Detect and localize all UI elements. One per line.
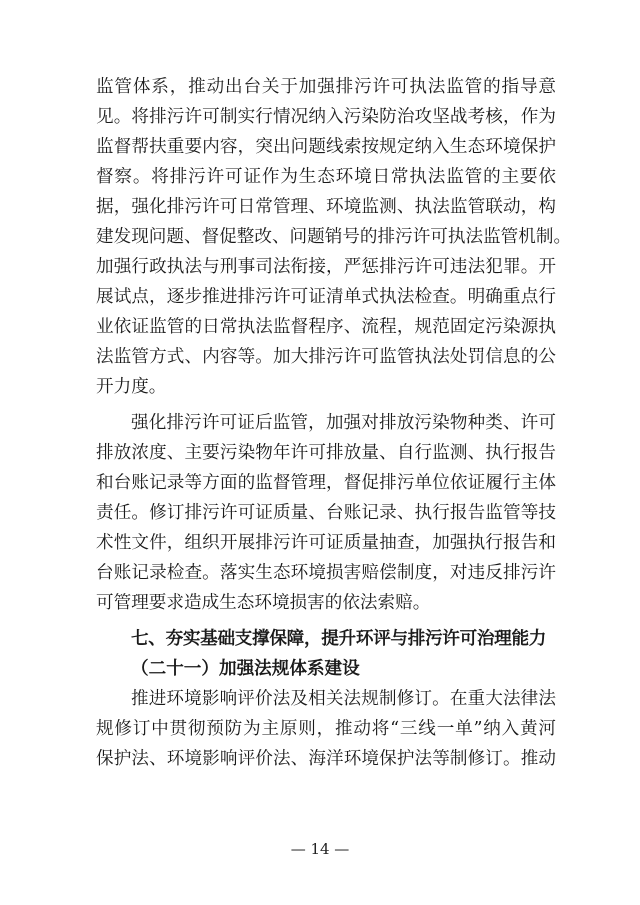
text-line: 见。将排污许可制实行情况纳入污染防治攻坚战考核，作为 <box>96 107 556 127</box>
paragraph-2 <box>96 408 556 618</box>
document-body <box>96 72 572 774</box>
text-line: 开力度。 <box>96 377 167 397</box>
text-line: 法监管方式、内容等。加大排污许可监管执法处罚信息的公 <box>96 347 556 367</box>
text-line: 保护法、环境影响评价法、海洋环境保护法等制修订。推动 <box>96 749 556 769</box>
text-line: 强化排污许可证后监管，加强对排放污染物种类、许可 <box>131 413 556 433</box>
page-number: — 14 — <box>290 840 350 858</box>
text-line: 业依证监管的日常执法监督程序、流程，规范固定污染源执 <box>96 317 556 337</box>
text-line: 建发现问题、督促整改、问题销号的排污许可执法监管机制。 <box>96 227 572 247</box>
text-line: 监督帮扶重要内容，突出问题线索按规定纳入生态环境保护 <box>96 137 556 157</box>
paragraph-3 <box>96 684 556 774</box>
subsection-heading: （二十一）加强法规体系建设 <box>131 658 360 679</box>
text-line: 展试点，逐步推进排污许可证清单式执法检查。明确重点行 <box>96 287 556 307</box>
text-line: 可管理要求造成生态环境损害的依法索赔。 <box>96 593 431 613</box>
text-line: 台账记录检查。落实生态环境损害赔偿制度，对违反排污许 <box>96 563 556 583</box>
text-line: 和台账记录等方面的监督管理，督促排污单位依证履行主体 <box>96 473 556 493</box>
text-line: 据，强化排污许可日常管理、环境监测、执法监管联动，构 <box>96 197 556 217</box>
text-line: 术性文件，组织开展排污许可证质量抽查，加强执行报告和 <box>96 533 556 553</box>
text-line: 规修订中贯彻预防为主原则，推动将“三线一单”纳入黄河 <box>96 719 556 739</box>
text-line: 排放浓度、主要污染物年许可排放量、自行监测、执行报告 <box>96 443 556 463</box>
text-line: 加强行政执法与刑事司法衔接，严惩排污许可违法犯罪。开 <box>96 257 556 277</box>
text-line: 推进环境影响评价法及相关法规制修订。在重大法律法 <box>131 689 556 709</box>
paragraph-1 <box>96 72 572 402</box>
text-line: 督察。将排污许可证作为生态环境日常执法监管的主要依 <box>96 167 556 187</box>
section-heading: 七、夯实基础支撑保障，提升环评与排污许可治理能力 <box>131 629 547 649</box>
text-line: 监管体系，推动出台关于加强排污许可执法监管的指导意 <box>96 77 556 97</box>
text-line: 责任。修订排污许可证质量、台账记录、执行报告监管等技 <box>96 503 556 523</box>
